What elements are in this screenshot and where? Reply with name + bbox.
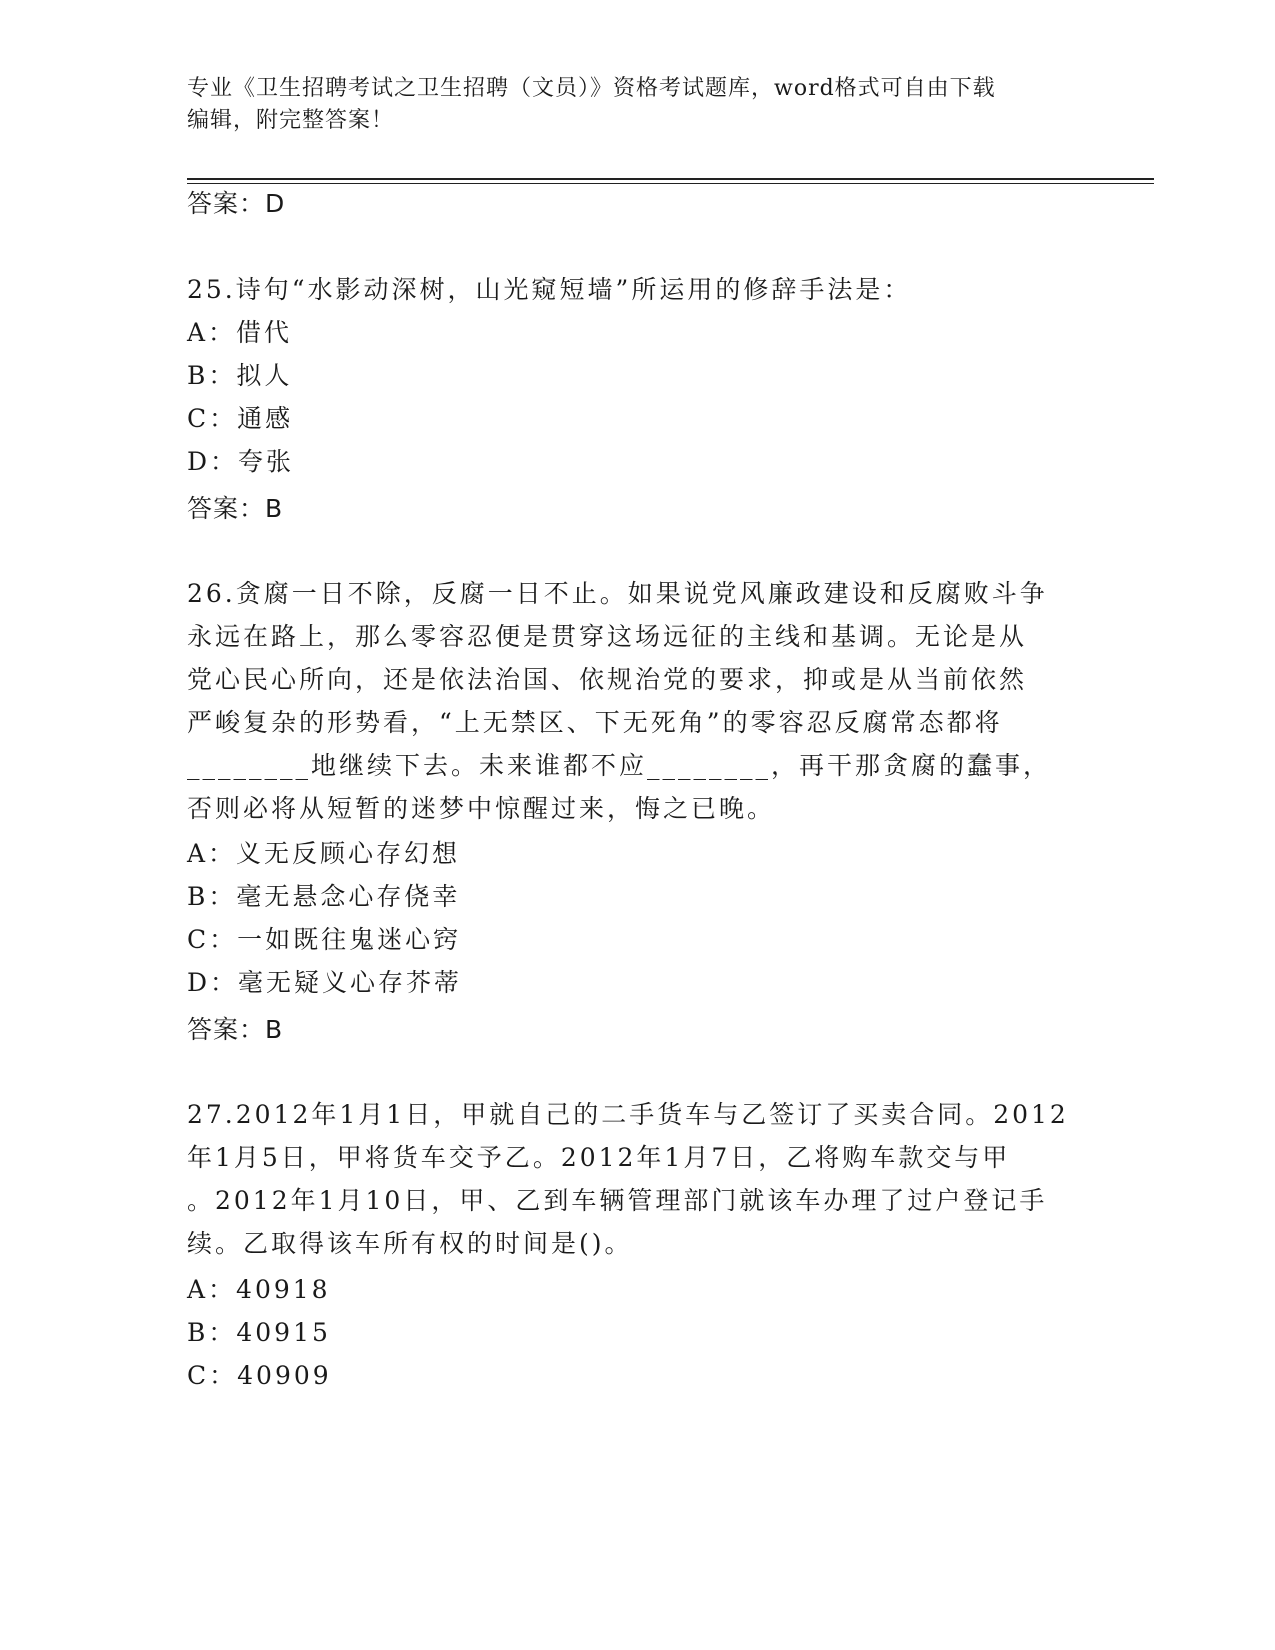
q26-stem-line-2: 永远在路上，那么零容忍便是贯穿这场远征的主线和基调。无论是从 xyxy=(187,622,1028,651)
q26-stem-line-5: ________地继续下去。未来谁都不应________，再干那贪腐的蠢事， xyxy=(187,751,1052,780)
q27-stem-line-4: 续。乙取得该车所有权的时间是()。 xyxy=(187,1229,633,1258)
q25-option-b: B：拟人 xyxy=(187,361,293,390)
header-rule-thick xyxy=(187,178,1154,180)
document-header xyxy=(187,73,1087,137)
q27-stem-line-1: 27.2012年1月1日，甲就自己的二手货车与乙签订了买卖合同。2012 xyxy=(187,1100,1069,1129)
q26-option-b: B：毫无悬念心存侥幸 xyxy=(187,882,461,911)
answer-q24: 答案：D xyxy=(187,189,286,218)
q26-stem-line-4: 严峻复杂的形势看，“上无禁区、下无死角”的零容忍反腐常态都将 xyxy=(187,708,1003,737)
q27-option-b: B：40915 xyxy=(187,1318,331,1347)
q25-option-c: C：通感 xyxy=(187,404,294,433)
q26-option-a: A：义无反顾心存幻想 xyxy=(187,839,461,868)
q26-stem-line-3: 党心民心所向，还是依法治国、依规治党的要求，抑或是从当前依然 xyxy=(187,665,1028,694)
header-rule-thin xyxy=(187,183,1154,184)
q25-stem: 25.诗句“水影动深树，山光窥短墙”所运用的修辞手法是： xyxy=(187,275,912,304)
q26-stem-line-1: 26.贪腐一日不除，反腐一日不止。如果说党风廉政建设和反腐败斗争 xyxy=(187,579,1048,608)
q25-option-d: D：夸张 xyxy=(187,447,295,476)
q27-stem-line-2: 年1月5日，甲将货车交予乙。2012年1月7日，乙将购车款交与甲 xyxy=(187,1143,1011,1172)
header-line-2: 编辑，附完整答案！ xyxy=(187,108,395,133)
q26-stem-line-6: 否则必将从短暂的迷梦中惊醒过来，悔之已晚。 xyxy=(187,794,776,823)
header-line-1: 专业《卫生招聘考试之卫生招聘（文员）》资格考试题库，word格式可自由下载 xyxy=(187,76,996,101)
q27-option-a: A：40918 xyxy=(187,1275,331,1304)
q25-answer: 答案：B xyxy=(187,494,284,523)
q26-option-d: D：毫无疑义心存芥蒂 xyxy=(187,968,463,997)
q27-option-c: C：40909 xyxy=(187,1361,332,1390)
q26-answer: 答案：B xyxy=(187,1015,284,1044)
q27-stem-line-3: 。2012年1月10日，甲、乙到车辆管理部门就该车办理了过户登记手 xyxy=(187,1186,1048,1215)
q26-option-c: C：一如既往鬼迷心窍 xyxy=(187,925,462,954)
q25-option-a: A：借代 xyxy=(187,318,293,347)
